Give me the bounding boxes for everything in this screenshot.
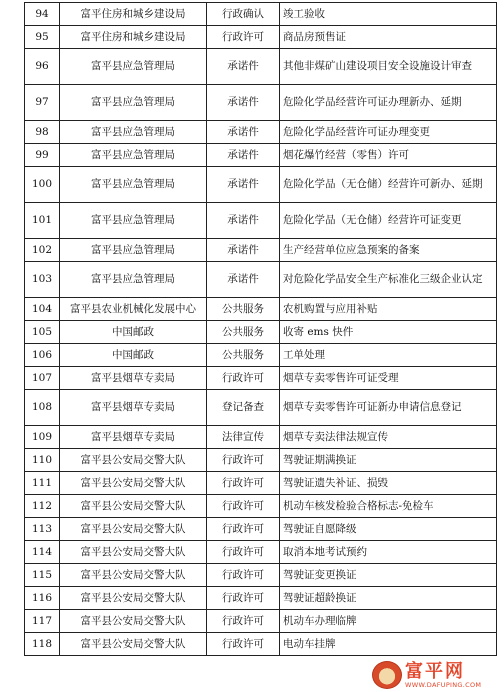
department-cell: 富平县应急管理局 [60, 167, 207, 203]
service-item-cell: 烟草专卖零售许可证受理 [280, 367, 497, 390]
row-number: 114 [25, 541, 60, 564]
row-number: 113 [25, 518, 60, 541]
table-row [25, 3, 497, 26]
row-number: 100 [25, 167, 60, 203]
row-number: 97 [25, 85, 60, 121]
service-item-cell: 对危险化学品安全生产标准化三级企业认定 [280, 262, 497, 298]
service-item-cell: 商品房预售证 [280, 26, 497, 49]
department-cell: 富平县烟草专卖局 [60, 390, 207, 426]
department-cell: 富平县农业机械化发展中心 [60, 298, 207, 321]
table-row [25, 633, 497, 656]
row-number: 94 [25, 3, 60, 26]
service-item-cell: 竣工验收 [280, 3, 497, 26]
watermark-url: WWW.DAFUPING.COM [405, 680, 482, 689]
row-number: 112 [25, 495, 60, 518]
service-item-cell: 工单处理 [280, 344, 497, 367]
table-row [25, 121, 497, 144]
site-watermark [372, 660, 500, 690]
item-type-cell: 登记备查 [207, 390, 280, 426]
department-cell: 富平县公安局交警大队 [60, 495, 207, 518]
watermark-name: 富平网 [405, 660, 465, 682]
service-item-cell: 驾驶证自愿降级 [280, 518, 497, 541]
row-number: 96 [25, 49, 60, 85]
service-items-table [24, 2, 497, 656]
item-type-cell: 行政确认 [207, 3, 280, 26]
table-row [25, 239, 497, 262]
service-item-cell: 其他非煤矿山建设项目安全设施设计审查 [280, 49, 497, 85]
service-item-cell: 危险化学品经营许可证办理新办、延期 [280, 85, 497, 121]
item-type-cell: 承诺件 [207, 49, 280, 85]
table-row [25, 49, 497, 85]
service-item-cell: 驾驶证期满换证 [280, 449, 497, 472]
service-item-cell: 生产经营单位应急预案的备案 [280, 239, 497, 262]
row-number: 103 [25, 262, 60, 298]
table-row [25, 426, 497, 449]
table-row [25, 518, 497, 541]
row-number: 110 [25, 449, 60, 472]
department-cell: 富平县应急管理局 [60, 262, 207, 298]
department-cell: 富平县应急管理局 [60, 144, 207, 167]
item-type-cell: 行政许可 [207, 518, 280, 541]
item-type-cell: 承诺件 [207, 144, 280, 167]
item-type-cell: 承诺件 [207, 85, 280, 121]
table-row [25, 390, 497, 426]
item-type-cell: 行政许可 [207, 587, 280, 610]
row-number: 99 [25, 144, 60, 167]
table-row [25, 298, 497, 321]
row-number: 98 [25, 121, 60, 144]
department-cell: 富平县应急管理局 [60, 239, 207, 262]
department-cell: 中国邮政 [60, 321, 207, 344]
table-row [25, 449, 497, 472]
table-body [25, 3, 497, 656]
table-row [25, 472, 497, 495]
service-item-cell: 收寄 ems 快件 [280, 321, 497, 344]
row-number: 102 [25, 239, 60, 262]
item-type-cell: 行政许可 [207, 26, 280, 49]
service-item-cell: 驾驶证遗失补证、损毁 [280, 472, 497, 495]
table-row [25, 203, 497, 239]
row-number: 118 [25, 633, 60, 656]
item-type-cell: 行政许可 [207, 541, 280, 564]
department-cell: 富平县应急管理局 [60, 85, 207, 121]
service-item-cell: 取消本地考试预约 [280, 541, 497, 564]
service-item-cell: 机动车核发检验合格标志-免检车 [280, 495, 497, 518]
service-item-cell: 烟草专卖零售许可证新办申请信息登记 [280, 390, 497, 426]
table-row [25, 344, 497, 367]
department-cell: 富平县公安局交警大队 [60, 449, 207, 472]
table-row [25, 26, 497, 49]
item-type-cell: 行政许可 [207, 472, 280, 495]
service-item-cell: 危险化学品经营许可证办理变更 [280, 121, 497, 144]
row-number: 117 [25, 610, 60, 633]
row-number: 106 [25, 344, 60, 367]
row-number: 104 [25, 298, 60, 321]
department-cell: 富平县应急管理局 [60, 203, 207, 239]
item-type-cell: 承诺件 [207, 121, 280, 144]
item-type-cell: 承诺件 [207, 262, 280, 298]
item-type-cell: 承诺件 [207, 203, 280, 239]
table-row [25, 85, 497, 121]
item-type-cell: 承诺件 [207, 167, 280, 203]
table-row [25, 167, 497, 203]
row-number: 95 [25, 26, 60, 49]
service-item-cell: 驾驶证超龄换证 [280, 587, 497, 610]
row-number: 105 [25, 321, 60, 344]
department-cell: 富平县公安局交警大队 [60, 633, 207, 656]
item-type-cell: 行政许可 [207, 633, 280, 656]
service-item-cell: 驾驶证变更换证 [280, 564, 497, 587]
department-cell: 富平县烟草专卖局 [60, 367, 207, 390]
table-row [25, 144, 497, 167]
department-cell: 富平县应急管理局 [60, 121, 207, 144]
item-type-cell: 承诺件 [207, 239, 280, 262]
service-item-cell: 危险化学品（无仓储）经营许可证变更 [280, 203, 497, 239]
department-cell: 富平县公安局交警大队 [60, 587, 207, 610]
department-cell: 富平县公安局交警大队 [60, 610, 207, 633]
service-item-cell: 电动车挂牌 [280, 633, 497, 656]
service-item-cell: 烟花爆竹经营（零售）许可 [280, 144, 497, 167]
department-cell: 富平县公安局交警大队 [60, 541, 207, 564]
watermark-seal-icon [372, 661, 402, 689]
table-row [25, 321, 497, 344]
table-row [25, 564, 497, 587]
item-type-cell: 法律宣传 [207, 426, 280, 449]
department-cell: 中国邮政 [60, 344, 207, 367]
row-number: 107 [25, 367, 60, 390]
table-row [25, 610, 497, 633]
service-item-cell: 烟草专卖法律法规宣传 [280, 426, 497, 449]
row-number: 116 [25, 587, 60, 610]
row-number: 111 [25, 472, 60, 495]
item-type-cell: 行政许可 [207, 449, 280, 472]
department-cell: 富平县公安局交警大队 [60, 518, 207, 541]
service-item-cell: 农机购置与应用补贴 [280, 298, 497, 321]
item-type-cell: 公共服务 [207, 298, 280, 321]
item-type-cell: 行政许可 [207, 564, 280, 587]
item-type-cell: 行政许可 [207, 610, 280, 633]
department-cell: 富平县应急管理局 [60, 49, 207, 85]
row-number: 115 [25, 564, 60, 587]
table-row [25, 367, 497, 390]
department-cell: 富平住房和城乡建设局 [60, 26, 207, 49]
department-cell: 富平县烟草专卖局 [60, 426, 207, 449]
item-type-cell: 公共服务 [207, 344, 280, 367]
department-cell: 富平县公安局交警大队 [60, 564, 207, 587]
item-type-cell: 行政许可 [207, 367, 280, 390]
table-row [25, 541, 497, 564]
service-item-cell: 机动车办理临牌 [280, 610, 497, 633]
item-type-cell: 公共服务 [207, 321, 280, 344]
row-number: 101 [25, 203, 60, 239]
row-number: 108 [25, 390, 60, 426]
service-item-cell: 危险化学品（无仓储）经营许可新办、延期 [280, 167, 497, 203]
department-cell: 富平住房和城乡建设局 [60, 3, 207, 26]
table-row [25, 587, 497, 610]
row-number: 109 [25, 426, 60, 449]
table-row [25, 262, 497, 298]
watermark-text [405, 662, 481, 689]
item-type-cell: 行政许可 [207, 495, 280, 518]
department-cell: 富平县公安局交警大队 [60, 472, 207, 495]
table-row [25, 495, 497, 518]
